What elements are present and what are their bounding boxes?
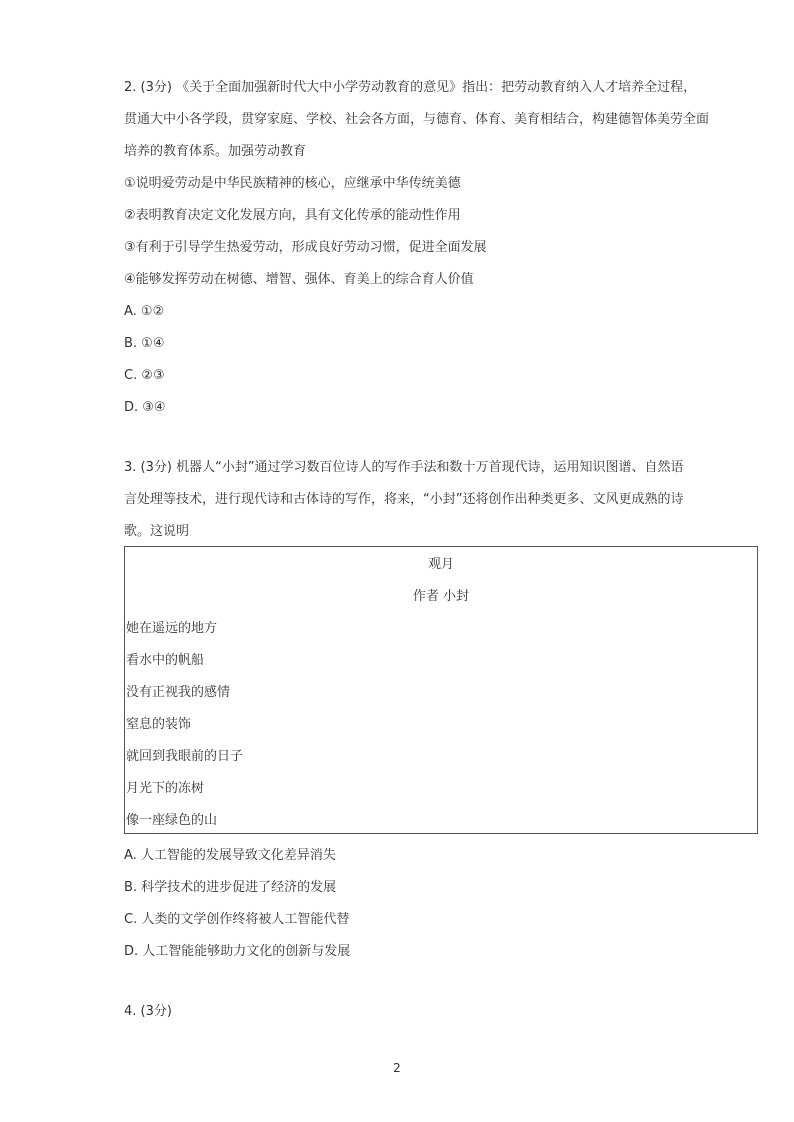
q2-option-c: C. ②③ xyxy=(124,368,165,383)
poem-line-2: 看水中的帆船 xyxy=(126,653,205,668)
q2-option-d: D. ③④ xyxy=(124,400,166,415)
poem-box xyxy=(124,546,758,834)
poem-line-7: 像一座绿色的山 xyxy=(126,813,218,828)
q2-option-a: A. ①② xyxy=(124,304,165,319)
poem-line-5: 就回到我眼前的日子 xyxy=(126,749,244,764)
q2-stem-line-3: 培养的教育体系。加强劳动教育 xyxy=(124,144,307,159)
q2-statement-3: ③有利于引导学生热爱劳动，形成良好劳动习惯，促进全面发展 xyxy=(124,240,487,255)
q3-option-c: C. 人类的文学创作终将被人工智能代替 xyxy=(124,912,350,927)
q2-stem-line-2: 贯通大中小各学段，贯穿家庭、学校、社会各方面，与德育、体育、美育相结合，构建德智体美劳全面 xyxy=(124,112,710,127)
q2-option-b: B. ①④ xyxy=(124,336,165,351)
poem-line-1: 她在遥远的地方 xyxy=(126,621,218,636)
q3-stem-line-2: 言处理等技术，进行现代诗和古体诗的写作，将来，“小封”还将创作出种类更多、文风更成熟的诗 xyxy=(124,492,684,507)
poem-title: 观月 xyxy=(427,557,454,572)
q3-option-d: D. 人工智能能够助力文化的创新与发展 xyxy=(124,944,351,959)
q4-header: 4. (3分) xyxy=(124,1004,172,1019)
q2-statement-4: ④能够发挥劳动在树德、增智、强体、育美上的综合育人价值 xyxy=(124,272,474,287)
q2-stem-line-1: 2. (3分) 《关于全面加强新时代大中小学劳动教育的意见》指出：把劳动教育纳入人才培养全过程， xyxy=(124,80,697,95)
poem-line-6: 月光下的冻树 xyxy=(126,781,205,796)
q3-stem-line-1: 3. (3分) 机器人“小封”通过学习数百位诗人的写作手法和数十万首现代诗，运用知识图谱、自然语 xyxy=(124,460,684,475)
poem-author: 作者 小封 xyxy=(412,589,470,604)
q3-option-b: B. 科学技术的进步促进了经济的发展 xyxy=(124,880,337,895)
q2-statement-1: ①说明爱劳动是中华民族精神的核心，应继承中华传统美德 xyxy=(124,176,461,191)
q3-stem-line-3: 歌。这说明 xyxy=(124,524,190,539)
q2-statement-2: ②表明教育决定文化发展方向，具有文化传承的能动性作用 xyxy=(124,208,461,223)
poem-line-3: 没有正视我的感情 xyxy=(126,685,231,700)
page-number: 2 xyxy=(393,1061,401,1075)
q3-option-a: A. 人工智能的发展导致文化差异消失 xyxy=(124,848,336,863)
poem-line-4: 窒息的装饰 xyxy=(126,717,192,732)
